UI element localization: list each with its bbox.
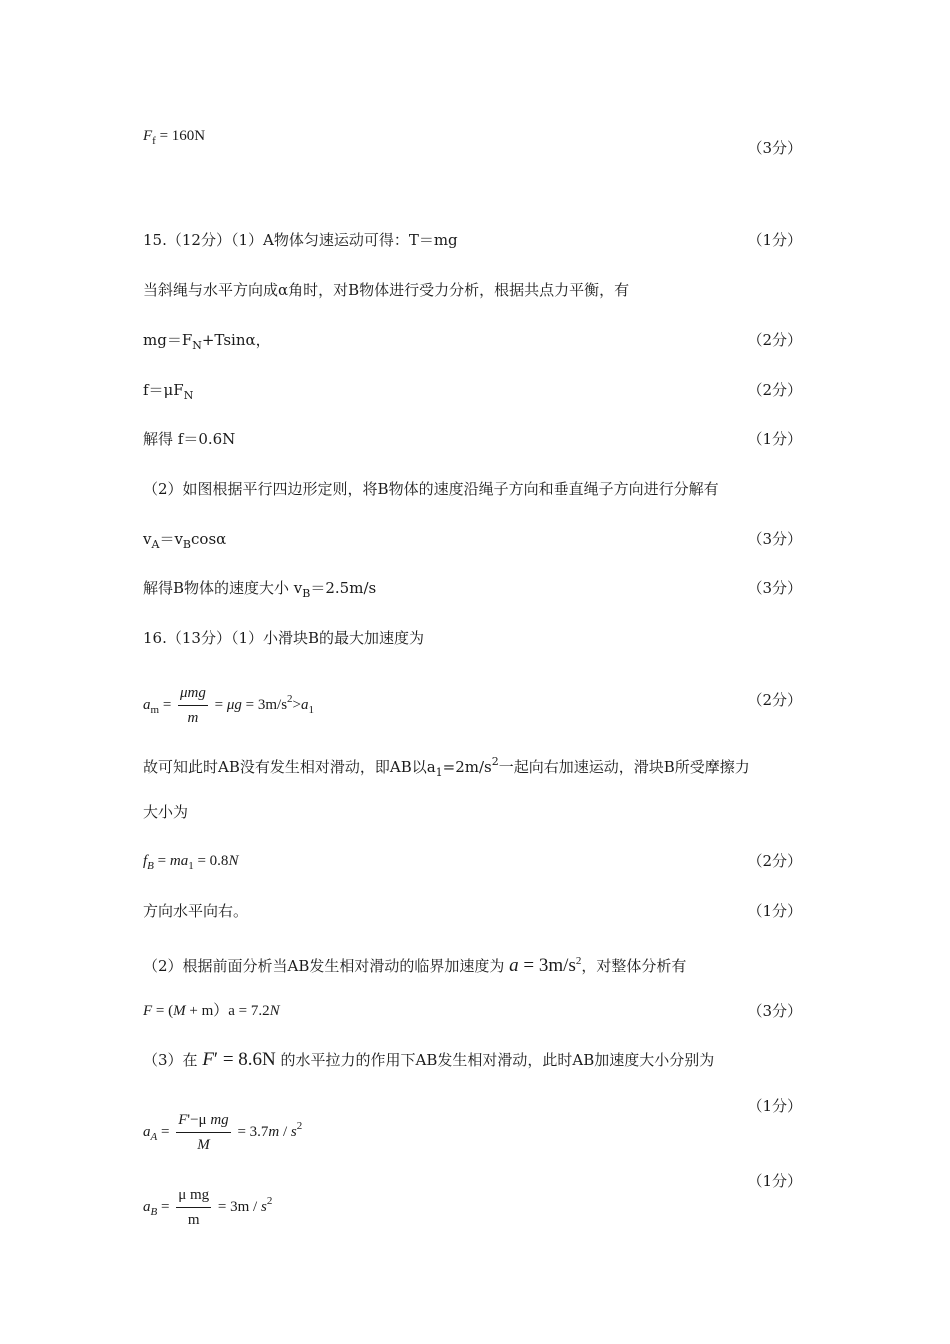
- score-label: （1分）: [747, 231, 802, 249]
- score-label: （2分）: [747, 331, 802, 349]
- line-text: 当斜绳与水平方向成α角时，对B物体进行受力分析，根据共点力平衡，有: [143, 281, 630, 299]
- line-text: $v_A=v_B\cos\alpha$: [143, 530, 227, 551]
- line-text: $F_f = 160N$: [143, 128, 206, 147]
- score-label: （2分）: [747, 381, 802, 399]
- answer-line-10: [0, 623, 950, 653]
- score-label: （1分）: [747, 902, 802, 920]
- answer-line-12: [0, 747, 950, 777]
- answer-line-1: [0, 121, 950, 157]
- answer-line-9: [0, 573, 950, 603]
- line-text: $a_B$ = $\frac{\text{μ mg}}{m}$ = $3m / s^2$: [143, 1172, 272, 1241]
- score-label: （3分）: [747, 530, 802, 548]
- line-text: （2）如图根据平行四边形定则，将B物体的速度沿绳子方向和垂直绳子方向进行分解有: [143, 480, 719, 498]
- line-text: 解得B物体的速度大小 $v_B=2.5m/s$: [143, 579, 377, 600]
- score-label: （1分）: [747, 1172, 802, 1190]
- answer-line-14: [0, 846, 950, 876]
- line-text: 大小为: [143, 803, 189, 821]
- score-label: （1分）: [747, 430, 802, 448]
- answer-line-4: [0, 325, 950, 355]
- score-label: （3分）: [747, 579, 802, 597]
- score-label: （1分）: [747, 1097, 802, 1115]
- answer-line-15: [0, 896, 950, 926]
- line-text: （2）根据前面分析当AB发生相对滑动的临界加速度为 $a = 3m/s^2$，对整体分析有: [143, 955, 687, 976]
- answer-line-5: [0, 375, 950, 405]
- answer-line-20: [0, 1172, 950, 1230]
- answer-line-8: [0, 524, 950, 554]
- answer-line-16: [0, 946, 950, 976]
- line-text: $f_B = ma_1 = 0.8N$: [143, 853, 239, 872]
- line-text: $mg=F_N+Tsin\alpha$，: [143, 331, 271, 352]
- line-text: 故可知此时AB没有发生相对滑动，即AB以$a_1=2m/s^2$一起向右加速运动，滑块B所受摩擦力: [143, 755, 750, 779]
- line-text: $a_m$ = $\frac{\text{μmg}}{m}$ = $\mu g = 3m/s^2>a_1$: [143, 670, 314, 739]
- line-text: （3）在 F′ = 8.6N 的水平拉力的作用下AB发生相对滑动，此时AB加速度大小分别为: [143, 1049, 715, 1070]
- line-text: 解得 f＝0.6N: [143, 430, 236, 448]
- line-text: 16.（13分）（1）小滑块B的最大加速度为: [143, 629, 425, 647]
- line-text: $f=\mu F_N$: [143, 381, 194, 402]
- answer-line-2: [0, 225, 950, 255]
- line-text: 15.（12分）（1）A物体匀速运动可得：T＝mg: [143, 231, 458, 249]
- score-label: （2分）: [747, 852, 802, 870]
- score-label: （2分）: [747, 691, 802, 709]
- line-text: $a_A$ = $\frac{\text{F'−μ mg}}{M}$ = $3.7m / s^2$: [143, 1097, 302, 1166]
- answer-line-13: [0, 797, 950, 827]
- answer-line-3: [0, 275, 950, 305]
- answer-line-6: [0, 424, 950, 454]
- answer-line-11: [0, 670, 950, 728]
- answer-line-17: [0, 996, 950, 1026]
- answer-line-18: [0, 1045, 950, 1075]
- answer-line-7: [0, 474, 950, 504]
- line-text: F = (M + m）a = 7.2N: [143, 1003, 280, 1019]
- line-text: 方向水平向右。: [143, 902, 249, 920]
- score-label: （3分）: [747, 139, 802, 157]
- answer-line-19: [0, 1097, 950, 1155]
- score-label: （3分）: [747, 1002, 802, 1020]
